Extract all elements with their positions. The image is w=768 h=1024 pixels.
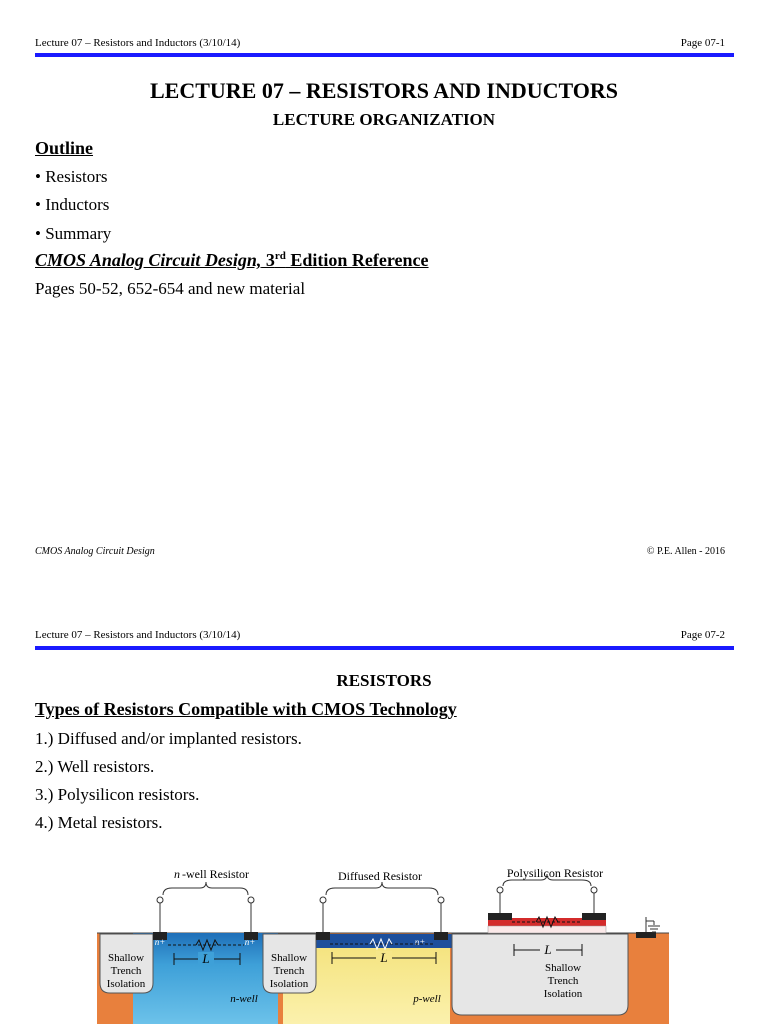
diffused-contact-left — [316, 932, 330, 940]
sti-left-line1: Shallow — [107, 952, 145, 964]
nwell-terminal-node-left — [157, 897, 163, 903]
poly-contact-left — [488, 913, 512, 920]
diffused-contact-right — [434, 932, 448, 940]
slide1-footer-right: © P.E. Allen - 2016 — [646, 546, 725, 557]
reference-pages: Pages 50-52, 652-654 and new material — [35, 279, 306, 298]
nwell-nplus-left: n+ — [154, 937, 166, 947]
poly-oxide-layer — [488, 926, 606, 933]
diffused-length-label: L — [380, 950, 388, 965]
slide1-title: LECTURE 07 – RESISTORS AND INDUCTORS — [149, 78, 619, 103]
poly-label: Polysilicon Resistor — [506, 866, 604, 880]
sti-middle-line3: Isolation — [269, 978, 309, 990]
sti-right-line3: Isolation — [543, 988, 583, 1000]
poly-length-label: L — [544, 942, 552, 957]
outline-item-inductors: • Inductors — [35, 195, 110, 214]
outline-item-resistors: • Resistors — [35, 167, 108, 186]
resistor-type-polysilicon: 3.) Polysilicon resistors. — [35, 785, 200, 804]
diffused-n-plus-region — [310, 934, 452, 948]
resistor-type-well: 2.) Well resistors. — [35, 757, 155, 776]
slide2-title: RESISTORS — [336, 671, 432, 690]
nwell-length-label: L — [202, 951, 210, 966]
slide2-header-page-number: Page 07-2 — [680, 629, 725, 641]
poly-terminal-node-right — [591, 887, 597, 893]
nwell-nplus-right: n+ — [244, 937, 256, 947]
resistor-cross-section-figure — [0, 855, 768, 1024]
sti-middle-line1: Shallow — [270, 952, 308, 964]
slide1-header-page-number: Page 07-1 — [680, 37, 725, 49]
nwell-terminal-node-right — [248, 897, 254, 903]
pwell-region-label: p-well — [413, 993, 441, 1005]
reference-edition-rest: Edition Reference — [285, 250, 429, 270]
slide2-header-left: Lecture 07 – Resistors and Inductors (3/10/14) — [35, 629, 241, 641]
substrate-contact — [636, 932, 656, 938]
reference-edition-number: 3 — [261, 250, 275, 270]
outline-heading: Outline — [35, 138, 94, 158]
slide2-header-rule — [35, 646, 734, 650]
sti-right-line1: Shallow — [544, 962, 582, 974]
sti-left-line2: Trench — [110, 965, 142, 977]
sti-middle-line2: Trench — [273, 965, 305, 977]
reference-book-title: CMOS Analog Circuit Design, — [35, 250, 262, 270]
slide1-footer-left: CMOS Analog Circuit Design — [35, 546, 155, 557]
reference-edition-suffix: rd — [274, 250, 286, 262]
sti-left-line3: Isolation — [106, 978, 146, 990]
nwell-region-label: n-well — [230, 993, 258, 1005]
resistor-types-heading: Types of Resistors Compatible with CMOS Technology — [35, 699, 457, 719]
resistor-type-diffused: 1.) Diffused and/or implanted resistors. — [35, 729, 302, 748]
reference-heading — [35, 250, 429, 271]
diffused-terminal-node-right — [438, 897, 444, 903]
sti-right-line2: Trench — [547, 975, 579, 987]
poly-contact-right — [582, 913, 606, 920]
diffused-nplus-label: n+ — [414, 937, 426, 947]
slide1-header-left: Lecture 07 – Resistors and Inductors (3/10/14) — [35, 37, 241, 49]
nwell-label-rest: -well Resistor — [182, 867, 249, 881]
diffused-label: Diffused Resistor — [337, 869, 423, 883]
nwell-label-prefix: n — [174, 867, 180, 881]
diffused-brace — [326, 882, 438, 895]
poly-terminal-node-left — [497, 887, 503, 893]
diffused-terminal-node-left — [320, 897, 326, 903]
nwell-brace — [163, 882, 248, 895]
outline-item-summary: • Summary — [35, 224, 112, 243]
slide1-header-rule — [35, 53, 734, 57]
slide1-subtitle: LECTURE ORGANIZATION — [272, 110, 496, 129]
resistor-type-metal: 4.) Metal resistors. — [35, 813, 163, 832]
